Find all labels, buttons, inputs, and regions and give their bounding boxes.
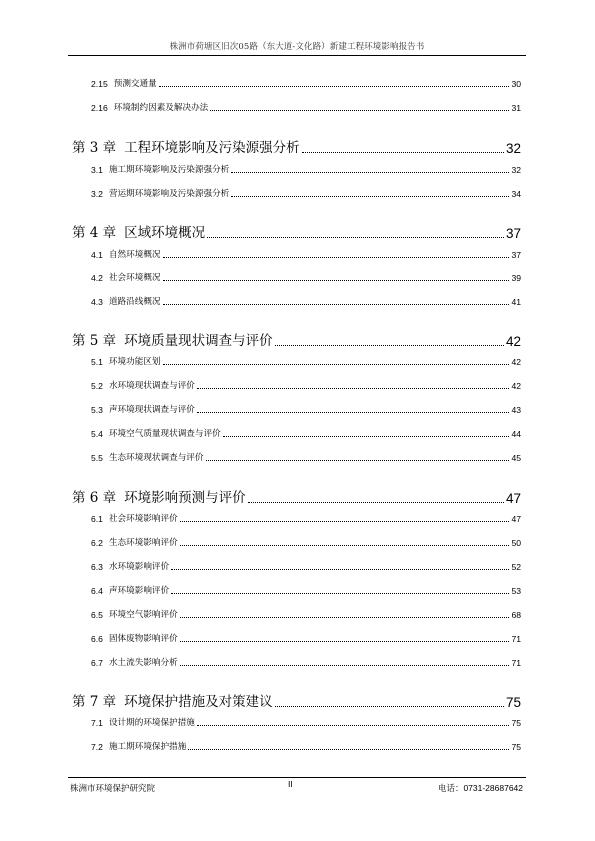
toc-entry-page: 52 <box>511 562 521 572</box>
toc-entry-number: 7.1 <box>91 718 103 728</box>
footer-divider <box>68 777 526 778</box>
toc-entry-title: 营运期环境影响及污染源强分析 <box>108 189 230 199</box>
toc-entry-title: 环境质量现状调查与评价 <box>124 333 273 349</box>
toc-entry-page: 42 <box>505 334 521 349</box>
toc-dot-leader <box>180 545 510 546</box>
footer-organization: 株洲市环境保护研究院 <box>70 784 156 794</box>
toc-entry-number: 第 4 章 <box>72 225 117 241</box>
toc-entry-page: 44 <box>511 429 521 439</box>
toc-entry-number: 5.5 <box>91 453 103 463</box>
toc-entry-page: 37 <box>505 226 521 241</box>
toc-entry-page: 45 <box>511 453 521 463</box>
toc-section-entry[interactable] <box>91 536 521 548</box>
toc-entry-number: 6.5 <box>91 610 103 620</box>
toc-entry-title: 道路沿线概况 <box>108 297 161 307</box>
toc-entry-title: 区域环境概况 <box>124 225 206 241</box>
toc-section-entry[interactable] <box>91 101 521 113</box>
toc-entry-title: 环境功能区划 <box>108 357 161 367</box>
toc-dot-leader <box>206 460 510 461</box>
toc-dot-leader <box>231 172 509 173</box>
toc-entry-title: 预测交通量 <box>113 79 157 89</box>
toc-chapter-entry[interactable] <box>72 486 521 506</box>
toc-entry-number: 5.2 <box>91 381 103 391</box>
toc-entry-number: 第 6 章 <box>72 490 117 506</box>
page-header-title: 株洲市荷塘区旧次05路（东大道-文化路）新建工程环境影响报告书 <box>169 42 425 52</box>
toc-section-entry[interactable] <box>91 187 521 199</box>
toc-entry-number: 6.7 <box>91 658 103 668</box>
toc-entry-title: 社会环境概况 <box>108 273 161 283</box>
toc-chapter-entry[interactable] <box>72 136 521 156</box>
toc-entry-title: 施工期环境影响及污染源强分析 <box>108 165 230 175</box>
toc-entry-page: 50 <box>511 538 521 548</box>
toc-section-entry[interactable] <box>91 271 521 283</box>
toc-entry-number: 3.2 <box>91 189 103 199</box>
toc-dot-leader <box>197 412 510 413</box>
toc-entry-number: 5.3 <box>91 405 103 415</box>
toc-entry-page: 71 <box>511 634 521 644</box>
toc-entry-page: 42 <box>511 381 521 391</box>
toc-section-entry[interactable] <box>91 77 521 89</box>
toc-entry-number: 第 7 章 <box>72 694 117 710</box>
toc-entry-number: 6.2 <box>91 538 103 548</box>
toc-entry-number: 6.3 <box>91 562 103 572</box>
toc-dot-leader <box>171 569 509 570</box>
toc-entry-title: 生态环境影响评价 <box>108 538 178 548</box>
toc-dot-leader <box>207 237 504 238</box>
toc-section-entry[interactable] <box>91 427 521 439</box>
toc-section-entry[interactable] <box>91 451 521 463</box>
toc-entry-page: 31 <box>511 103 521 113</box>
toc-entry-page: 68 <box>511 610 521 620</box>
toc-entry-title: 水环境影响评价 <box>108 562 170 572</box>
toc-section-entry[interactable] <box>91 716 521 728</box>
toc-entry-title: 声环境现状调查与评价 <box>108 405 195 415</box>
toc-entry-title: 声环境影响评价 <box>108 586 170 596</box>
toc-dot-leader <box>180 521 510 522</box>
toc-entry-title: 环境制约因素及解决办法 <box>113 103 209 113</box>
toc-section-entry[interactable] <box>91 584 521 596</box>
toc-chapter-entry[interactable] <box>72 329 521 349</box>
toc-entry-page: 71 <box>511 658 521 668</box>
toc-entry-number: 6.1 <box>91 514 103 524</box>
toc-entry-title: 固体废物影响评价 <box>108 634 178 644</box>
toc-section-entry[interactable] <box>91 740 521 752</box>
toc-dot-leader <box>163 364 510 365</box>
toc-entry-title: 环境空气影响评价 <box>108 610 178 620</box>
toc-section-entry[interactable] <box>91 512 521 524</box>
toc-section-entry[interactable] <box>91 656 521 668</box>
toc-dot-leader <box>180 617 510 618</box>
toc-chapter-entry[interactable] <box>72 221 521 241</box>
toc-dot-leader <box>302 152 504 153</box>
toc-section-entry[interactable] <box>91 295 521 307</box>
toc-entry-page: 47 <box>511 514 521 524</box>
toc-entry-title: 施工期环境保护措施 <box>108 742 187 752</box>
toc-entry-number: 5.1 <box>91 357 103 367</box>
toc-entry-page: 41 <box>511 297 521 307</box>
toc-entry-page: 75 <box>511 718 521 728</box>
toc-entry-number: 2.16 <box>91 103 108 113</box>
toc-entry-page: 32 <box>511 165 521 175</box>
toc-dot-leader <box>180 665 510 666</box>
toc-section-entry[interactable] <box>91 163 521 175</box>
toc-section-entry[interactable] <box>91 608 521 620</box>
toc-entry-page: 39 <box>511 273 521 283</box>
toc-entry-title: 工程环境影响及污染源强分析 <box>124 140 300 156</box>
toc-entry-title: 水土流失影响分析 <box>108 658 178 668</box>
toc-entry-number: 7.2 <box>91 742 103 752</box>
toc-section-entry[interactable] <box>91 403 521 415</box>
toc-entry-title: 水环境现状调查与评价 <box>108 381 195 391</box>
toc-entry-number: 4.2 <box>91 273 103 283</box>
toc-dot-leader <box>163 304 510 305</box>
toc-dot-leader <box>275 345 504 346</box>
toc-entry-page: 53 <box>511 586 521 596</box>
footer-phone: 电话：0731-28687642 <box>437 783 523 793</box>
toc-entry-title: 环境影响预测与评价 <box>124 490 246 506</box>
toc-entry-page: 75 <box>511 742 521 752</box>
toc-entry-number: 6.4 <box>91 586 103 596</box>
toc-entry-number: 第 5 章 <box>72 333 117 349</box>
toc-entry-page: 43 <box>511 405 521 415</box>
toc-entry-page: 34 <box>511 189 521 199</box>
toc-entry-title: 环境保护措施及对策建议 <box>124 694 273 710</box>
toc-entry-page: 47 <box>505 491 521 506</box>
toc-section-entry[interactable] <box>91 632 521 644</box>
toc-entry-page: 42 <box>511 357 521 367</box>
toc-entry-page: 75 <box>505 695 521 710</box>
toc-entry-number: 4.3 <box>91 297 103 307</box>
toc-dot-leader <box>223 436 510 437</box>
toc-entry-title: 环境空气质量现状调查与评价 <box>108 429 221 439</box>
toc-dot-leader <box>197 388 510 389</box>
toc-dot-leader <box>210 110 509 111</box>
toc-entry-title: 设计期的环境保护措施 <box>108 718 195 728</box>
toc-dot-leader <box>180 641 510 642</box>
toc-entry-page: 37 <box>511 250 521 260</box>
toc-chapter-entry[interactable] <box>72 690 521 710</box>
toc-entry-number: 6.6 <box>91 634 103 644</box>
toc-section-entry[interactable] <box>91 560 521 572</box>
toc-dot-leader <box>163 257 510 258</box>
toc-section-entry[interactable] <box>91 355 521 367</box>
toc-dot-leader <box>188 749 509 750</box>
toc-entry-number: 4.1 <box>91 250 103 260</box>
toc-dot-leader <box>248 502 504 503</box>
toc-entry-page: 30 <box>511 79 521 89</box>
toc-dot-leader <box>171 593 509 594</box>
toc-entry-title: 社会环境影响评价 <box>108 514 178 524</box>
toc-dot-leader <box>159 86 510 87</box>
toc-section-entry[interactable] <box>91 379 521 391</box>
toc-entry-number: 5.4 <box>91 429 103 439</box>
toc-entry-title: 自然环境概况 <box>108 250 161 260</box>
toc-dot-leader <box>163 280 510 281</box>
footer-page-number: II <box>288 779 293 789</box>
toc-entry-page: 32 <box>505 141 521 156</box>
toc-entry-number: 3.1 <box>91 165 103 175</box>
toc-entry-number: 第 3 章 <box>72 140 117 156</box>
toc-entry-number: 2.15 <box>91 79 108 89</box>
toc-entry-title: 生态环境现状调查与评价 <box>108 453 204 463</box>
toc-dot-leader <box>275 706 504 707</box>
toc-section-entry[interactable] <box>91 248 521 260</box>
toc-dot-leader <box>231 196 509 197</box>
toc-dot-leader <box>197 725 510 726</box>
